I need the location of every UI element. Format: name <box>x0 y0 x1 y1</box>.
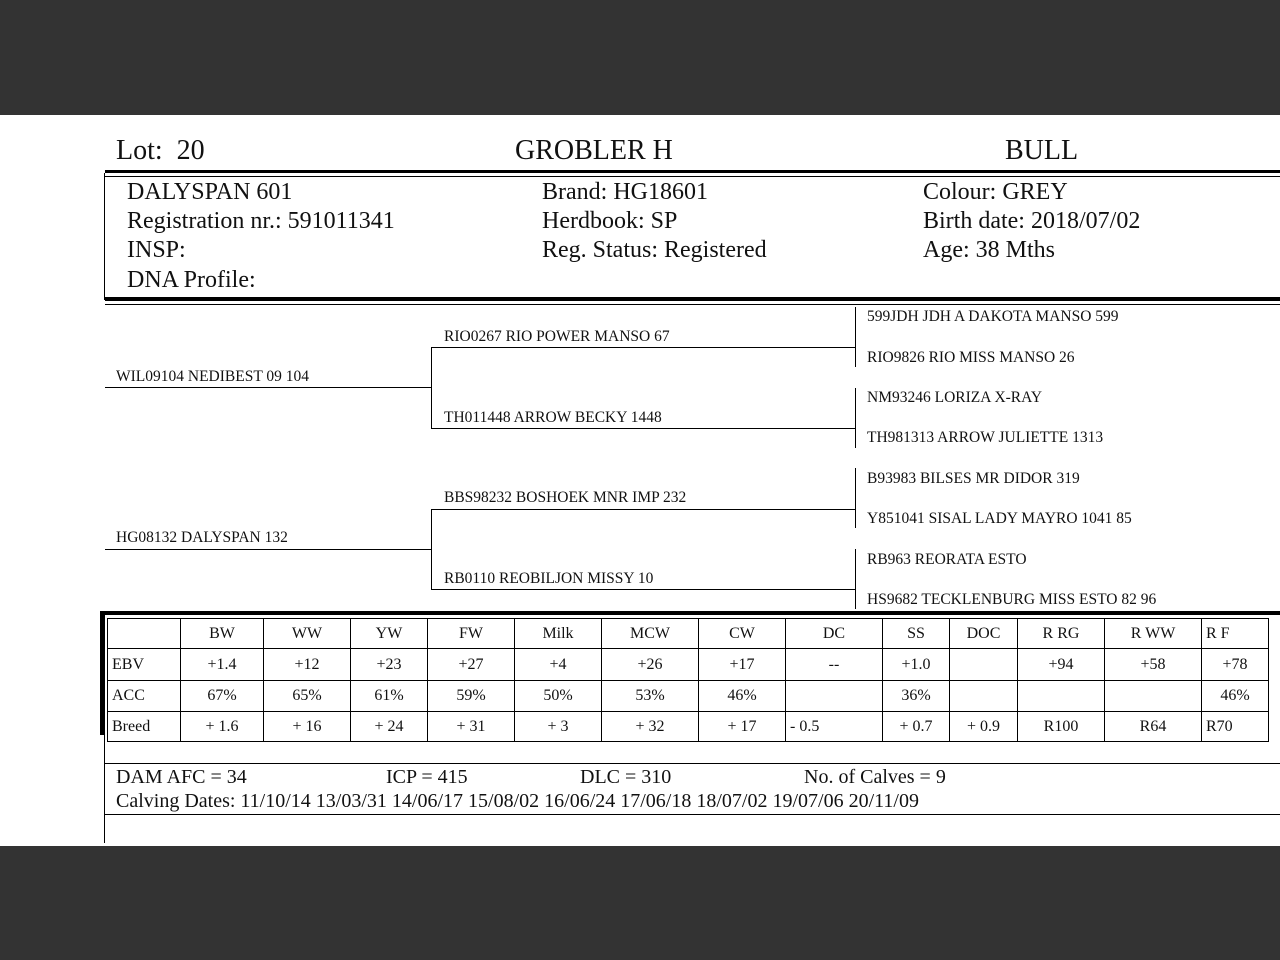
pedigree-line <box>431 347 856 348</box>
brand: Brand: HG18601 <box>542 179 708 205</box>
ebv-cell: - 0.5 <box>786 712 883 742</box>
info-rule-thin <box>105 304 1280 305</box>
pedigree-line <box>431 589 856 590</box>
dna-profile: DNA Profile: <box>127 267 256 293</box>
lot-label <box>116 135 205 167</box>
pedigree-sire: WIL09104 NEDIBEST 09 104 <box>116 368 310 385</box>
ebv-cell <box>1018 681 1105 712</box>
herdbook: Herdbook: SP <box>542 208 678 234</box>
dam-bottom-rule <box>105 814 1280 815</box>
calving-dates: Calving Dates: 11/10/14 13/03/31 14/06/17 15/08/02 16/06/24 17/06/18 18/07/02 19/07/06 20/11/09 <box>116 790 919 812</box>
pedigree-ggp: 599JDH JDH A DAKOTA MANSO 599 <box>867 308 1119 325</box>
ebv-cell <box>950 649 1018 681</box>
ebv-col-header: R RG <box>1018 619 1105 649</box>
ebv-cell: +17 <box>699 649 786 681</box>
ebv-left-rule <box>100 611 105 735</box>
ebv-cell: +12 <box>264 649 351 681</box>
ebv-cell: +58 <box>1105 649 1202 681</box>
ebv-col-header: R F <box>1202 619 1269 649</box>
pedigree-line <box>431 428 856 429</box>
pedigree-dam-dam: RB0110 REOBILJON MISSY 10 <box>444 570 654 587</box>
lot-label-text: Lot: <box>116 135 163 166</box>
ebv-cell: + 16 <box>264 712 351 742</box>
ebv-cell: +94 <box>1018 649 1105 681</box>
sale-catalogue-page <box>0 115 1280 846</box>
ebv-cell: + 32 <box>602 712 699 742</box>
lot-number: 20 <box>176 135 205 166</box>
ebv-row-label: EBV <box>108 649 181 681</box>
animal-type: BULL <box>1005 135 1079 166</box>
ebv-cell: + 0.7 <box>883 712 950 742</box>
pedigree-line <box>855 468 856 528</box>
dam-icp: ICP = 415 <box>386 766 468 788</box>
breed-row <box>108 712 1269 742</box>
ebv-cell: +1.4 <box>181 649 264 681</box>
ebv-header-row <box>108 619 1269 649</box>
ebv-col-header: SS <box>883 619 950 649</box>
pedigree-dam: HG08132 DALYSPAN 132 <box>116 529 288 546</box>
ebv-col-header: BW <box>181 619 264 649</box>
pedigree-line <box>431 509 856 510</box>
ebv-cell: +78 <box>1202 649 1269 681</box>
acc-row <box>108 681 1269 712</box>
pedigree-line <box>855 549 856 609</box>
ebv-col-header: Milk <box>515 619 602 649</box>
dam-calves: No. of Calves = 9 <box>804 766 946 788</box>
ebv-cell: + 0.9 <box>950 712 1018 742</box>
ebv-cell: 65% <box>264 681 351 712</box>
ebv-cell: 46% <box>1202 681 1269 712</box>
pedigree-line <box>431 347 432 428</box>
pedigree-line <box>855 307 856 367</box>
ebv-col-header: CW <box>699 619 786 649</box>
ebv-cell <box>950 681 1018 712</box>
ebv-cell: 53% <box>602 681 699 712</box>
pedigree-line <box>855 388 856 448</box>
dam-left-border <box>104 735 105 843</box>
ebv-cell: +26 <box>602 649 699 681</box>
header-rule-thin <box>105 176 1280 177</box>
ebv-col-header: FW <box>428 619 515 649</box>
ebv-col-header: DOC <box>950 619 1018 649</box>
ebv-col-header: MCW <box>602 619 699 649</box>
dam-top-rule <box>105 763 1280 764</box>
ebv-cell: 67% <box>181 681 264 712</box>
ebv-cell: + 3 <box>515 712 602 742</box>
ebv-col-header: R WW <box>1105 619 1202 649</box>
ebv-col-header: WW <box>264 619 351 649</box>
dam-afc: DAM AFC = 34 <box>116 766 247 788</box>
ebv-col-header <box>108 619 181 649</box>
ebv-col-header: YW <box>351 619 428 649</box>
pedigree-sire-sire: RIO0267 RIO POWER MANSO 67 <box>444 328 670 345</box>
ebv-cell: 46% <box>699 681 786 712</box>
pedigree-ggp: HS9682 TECKLENBURG MISS ESTO 82 96 <box>867 591 1157 608</box>
ebv-table <box>107 618 1269 742</box>
ebv-row <box>108 649 1269 681</box>
ebv-cell: + 17 <box>699 712 786 742</box>
ebv-cell: R100 <box>1018 712 1105 742</box>
pedigree-line <box>431 509 432 589</box>
pedigree-ggp: NM93246 LORIZA X-RAY <box>867 389 1043 406</box>
pedigree-ggp: Y851041 SISAL LADY MAYRO 1041 85 <box>867 510 1132 527</box>
info-rule-thick <box>105 297 1280 301</box>
age: Age: 38 Mths <box>923 237 1055 263</box>
ebv-cell: -- <box>786 649 883 681</box>
ebv-row-label: Breed <box>108 712 181 742</box>
registration-number: Registration nr.: 591011341 <box>127 208 395 234</box>
header-rule-thick <box>105 170 1280 173</box>
ebv-cell: +23 <box>351 649 428 681</box>
pedigree-line <box>105 549 431 550</box>
colour: Colour: GREY <box>923 179 1068 205</box>
ebv-row-label: ACC <box>108 681 181 712</box>
ebv-cell <box>1105 681 1202 712</box>
ebv-cell: +4 <box>515 649 602 681</box>
ebv-cell: 36% <box>883 681 950 712</box>
pedigree-ggp: TH981313 ARROW JULIETTE 1313 <box>867 429 1104 446</box>
dam-dlc: DLC = 310 <box>580 766 672 788</box>
ebv-cell: R64 <box>1105 712 1202 742</box>
ebv-cell: 59% <box>428 681 515 712</box>
ebv-cell: 50% <box>515 681 602 712</box>
pedigree-sire-dam: TH011448 ARROW BECKY 1448 <box>444 409 662 426</box>
pedigree-ggp: RIO9826 RIO MISS MANSO 26 <box>867 349 1075 366</box>
ebv-cell: R70 <box>1202 712 1269 742</box>
animal-name: DALYSPAN 601 <box>127 179 293 205</box>
pedigree-dam-sire: BBS98232 BOSHOEK MNR IMP 232 <box>444 489 687 506</box>
birth-date: Birth date: 2018/07/02 <box>923 208 1141 234</box>
ebv-col-header: DC <box>786 619 883 649</box>
ebv-cell: + 31 <box>428 712 515 742</box>
ebv-cell <box>786 681 883 712</box>
ebv-cell: + 1.6 <box>181 712 264 742</box>
ebv-cell: +27 <box>428 649 515 681</box>
pedigree-line <box>105 387 431 388</box>
pedigree-ggp: RB963 REORATA ESTO <box>867 551 1027 568</box>
insp: INSP: <box>127 237 186 263</box>
pedigree-ggp: B93983 BILSES MR DIDOR 319 <box>867 470 1080 487</box>
info-left-border <box>104 173 105 300</box>
ebv-top-rule <box>101 611 1280 615</box>
ebv-cell: + 24 <box>351 712 428 742</box>
ebv-cell: +1.0 <box>883 649 950 681</box>
animal-title: GROBLER H <box>515 135 673 166</box>
reg-status: Reg. Status: Registered <box>542 237 767 263</box>
ebv-cell: 61% <box>351 681 428 712</box>
